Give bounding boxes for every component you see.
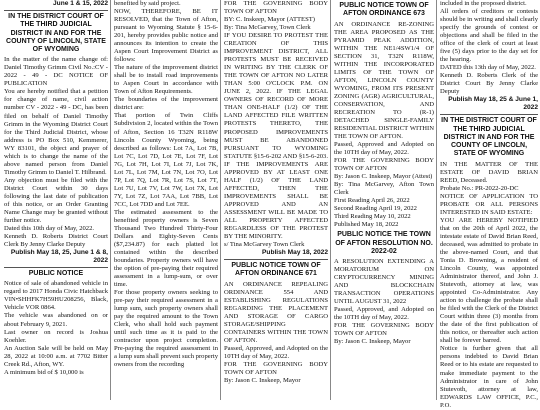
column-4 <box>334 0 434 400</box>
notice-paragraph: The boundaries of the improvement district are: <box>114 96 218 112</box>
notice-heading: PUBLIC NOTICE THE TOWN OF AFTON RESOLUTION NO. 2022-02 <box>335 231 433 255</box>
column-3 <box>224 0 328 400</box>
column-divider <box>436 0 437 400</box>
notice-paragraph: An Auction Sale will be held on May 28, 2022 at 10:00 a.m. at 7702 Bitter Creek Rd., Afton, WY. <box>4 344 108 368</box>
notice-paragraph: That portion of Twin Cliffs Subdivision 2, located within the Town of Afton, Section 16 T32N R118W Lincoln County Wyoming, being described as follows: Lot 7A, Lot 7B, Lot 7C, Lot 7D, Lot 7E, Lot 7F, Lot 7G, Lot 7H, Lot 7I, Lot 7J, Lot 7K, Lot 7L, Lot 7M, Lot 7N, Lot 7O, Lot 7P, Lot 7Q, Lot 7R, Lot 7S, Lot 7T, Lot 7U, Lot 7V, Lot 7W, Lot 7X, Lot 7Y, Lot 7Z, Lot 7AA, Lot 7BB, Lot 7CC, Lot 7DD and Lot 7EE. <box>114 112 218 208</box>
notice-paragraph: Dated this 10th day of May, 2022. <box>4 224 95 232</box>
notice-paragraph: AN ORDINANCE REPEALING ORDINANCE 554 AND ESTABLISHING REGULATIONS REGARDING THE PLACEMENT AND STORAGE OF CARGO STORAGE/SHIPPING CONTAINERS WITHIN THE TOWN OF AFTON. <box>224 280 328 344</box>
notice-paragraph: The vehicle was abandoned on or about February 9, 2021. <box>4 312 108 328</box>
notice-paragraph: YOU ARE HEREBY NOTIFIED that on the 20th of April 2022, the intestate estate of David Brian Reed, deceased, was admitted to probate in the above-named Court, and that Tonia D. Browning, a resident of Lincoln County, was appointed Administrator thereof, and John J. Stutevoth, attorney at law, was appointed Co-Administrator. Any action to challenge the probate shall be filed with the Clerk of the District Court within three (3) months from the date of the first publication of this notice, or thereafter such action shall be forever barred. <box>440 216 538 345</box>
notice-paragraph: In the matter of the name change of: Daniel Timothy Grimm Civil No.:CV - 2022 - 49 - DC NOTICE OF PUBLICATION <box>4 56 108 88</box>
notice-paragraph: IN THE MATTER OF THE ESTATE OF DAVID BRIAN REED, Deceased. <box>440 160 538 184</box>
notice-paragraph: By: Tina McGarvey, Afton Town Clerk <box>334 181 434 197</box>
notice-paragraph: A RESOLUTION EXTENDING A MORATORIUM ON CRYPTOCURRENCY MINING AND BLOCKCHAIN TRANSACTION OPERATIONS UNTIL AUGUST 31, 2022 <box>334 258 434 306</box>
notice-heading: IN THE DISTRICT COURT OF THE THIRD JUDICIAL DISTRICT IN AND FOR THE COUNTY OF LINCOLN, STATE OF WYOMING <box>441 117 537 158</box>
notice-paragraph: Kenneth D. Roberts Clerk of the District Court By Jenny Clarke Deputy <box>440 72 538 96</box>
notice-separator <box>224 259 328 260</box>
publish-date: Publish May 18, 25 & June 1, 2022 <box>448 96 538 112</box>
column-divider <box>220 0 221 400</box>
notice-paragraph: By: Jason C. Inskeep, Mayor <box>334 338 411 346</box>
notice-paragraph: DATED this 13th day of May, 2022. <box>440 64 536 72</box>
column-2 <box>114 0 218 400</box>
notice-paragraph: Third Reading May 10, 2022 <box>334 213 411 221</box>
notice-paragraph: By: Jason C. Inskeep, Mayor (Attest) <box>334 173 433 181</box>
notice-paragraph: First Reading April 26, 2022 <box>334 197 410 205</box>
notice-paragraph: IF YOU DESIRE TO PROTEST THE CREATION OF THIS IMPROVEMENT DISTRICT, ALL PROTESTS MUST BE RECEIVED IN WRITING BY THE CLERK OF THE TOWN OF AFTON NO LATER THAN 5:00 O'CLOCK P.M. ON JUNE 2, 2022. IF THE LEGAL OWNERS OF RECORD OF MORE THAN ONE-HALF (1/2) OF THE LAND AFFECTED FILE WRITTEN PROTESTS THERETO, THE PROPOSED IMPROVEMENTS MUST BE ABANDONED PURSUANT TO WYOMING STATUTE §15-6-202 AND §15-6-203. IF THE IMPROVEMENTS ARE APPROVED BY AT LEAST ONE HALF (1/2) OF THE LAND AFFECTED, THEN THE IMPROVEMENTS SHALL BE APPROVED AND AN ASSESSMENT WILL BE MADE TO ALL PROPERTY AFFECTED REGARDLESS OF THE PROTEST BY THE MINORITY. <box>224 32 328 240</box>
notice-paragraph: Any objection must be filed with the District Court within 30 days following the last date of publication of this notice, or an Order Granting Name Change may be granted without further notice. <box>4 176 108 224</box>
notice-paragraph: FOR THE GOVERNING BODY TOWN OF AFTON <box>224 0 328 16</box>
notice-paragraph: s/ Tina McGarvey Town Clerk <box>224 240 305 248</box>
publish-date: Publish May 18, 2022 <box>262 248 328 256</box>
notice-paragraph: All orders of creditors or contests should be in writing and shall clearly specify the grounds of contest or objections and shall be filed in the office of the clerk of court at least five (5) days prior to the day set for the hearing. <box>440 8 538 64</box>
publish-date: June 1 & 15, 2022 <box>53 0 108 7</box>
column-divider <box>330 0 331 400</box>
notice-paragraph: By: Tina McGarvey, Town Clerk <box>224 24 311 32</box>
notice-paragraph: For those property owners seeking to pre-pay their required assessment in a lump sum, such property owners shall pay the required amount to the Town Clerk, who shall hold such payment until such time as it is paid to the contractor upon project completion. Pre-paying the required assessment in a lump sum shall prevent such property owners from the recording <box>114 289 219 369</box>
notice-paragraph: Notice of sale of abandoned vehicle in regard to 2017 Honda Civic Hatchback VIN•SHHFK7H59HU208256, Black, Vehicle VOR 0864. <box>4 280 108 312</box>
notice-separator <box>4 267 108 268</box>
notice-paragraph: FOR THE GOVERNING BODY TOWN OF AFTON <box>224 360 328 376</box>
notice-paragraph: Passed, Approved, and Adopted on the 10TH day of May, 2022. <box>224 344 328 360</box>
notice-heading: PUBLIC NOTICE <box>28 270 84 278</box>
notice-paragraph: Kenneth D. Roberts District Court Clerk By Jenny Clarke Deputy <box>4 232 108 248</box>
notice-paragraph: NOW, THEREFORE, BE IT RESOLVED, that the Town of Afton, pursuant to Wyoming Statute § 15-6-201, hereby provides public notice and announces its intention to create the Aspen Court Improvement District as follows: <box>114 8 218 64</box>
notice-paragraph: included in the proposed district. <box>440 0 527 7</box>
notice-heading: PUBLIC NOTICE TOWN OF AFTON ORDINANCE 673 <box>339 2 429 18</box>
column-5 <box>440 0 538 409</box>
notice-paragraph: You are hereby notified that a petition for change of name, civil action number CV - 2022 - 49 - DC, has been filed on behalf of Daniel Timothy Grimm in the Wyoming District Court for the Third Judicial District, whose address is PO Box 510, Kemmerer, WY 83101, the object and prayer of which is to change the name of the above named person from Daniel Timothy Grimm to Daniel T. Hilbrand. <box>4 88 108 176</box>
notice-heading: IN THE DISTRICT COURT OF THE THIRD JUDICIAL DISTRICT IN AND FOR THE COUNTY OF LINCOLN, STATE OF WYOMING <box>6 13 106 54</box>
notice-paragraph: AN ORDINANCE RE-ZONING THE AREA PROPOSED AS THE PYRAMID PEAK ADDITION, WITHIN THE NE1/4SW1/4 OF SECTION 31, T32N R118W, WITHIN THE INCORPORATED LIMITS OF THE TOWN OF AFTON, LINCOLN COUNTY WYOMING, FROM ITS PRESENT ZONING (AGR) AGRICULTURAL, CONSERVATION, AND RECREATION TO (R-1) DETACHED SINGLE-FAMILY RESIDENTIAL DISTRICT WITHIN THE TOWN OF AFTON. <box>334 20 434 140</box>
notice-paragraph: NOTICE OF APPLICATION TO PROBATE OR ALL PERSONS INTERESTED IN SAID ESTATE: <box>440 192 538 216</box>
notice-heading: PUBLIC NOTICE TOWN OF AFTON ORDINANCE 671 <box>231 262 321 278</box>
notice-paragraph: Probate No.: PR-2022-20-DC <box>440 184 519 192</box>
notice-paragraph: The nature of the improvement district shall be to install road improvements to Aspen Court in accordance with Town of Afton Requirements. <box>114 64 218 96</box>
notice-paragraph: benefited by said project. <box>114 0 181 7</box>
notice-separator <box>4 10 108 11</box>
notice-paragraph: Passed, Approved, and Adopted on the 10TH day of May, 2022. <box>334 306 434 322</box>
notice-paragraph: Passed, Approved and Adopted on the 10TH day of May, 2022. <box>334 140 434 156</box>
notice-paragraph: By: Jason C. Inskeep, Mayor <box>224 376 301 384</box>
notice-paragraph: FOR THE GOVERNING BODY TOWN OF AFTON <box>334 157 434 173</box>
notice-separator <box>440 114 538 115</box>
notice-paragraph: Published May 18, 2022 <box>334 221 399 229</box>
notice-paragraph: The estimated assessment to the benefited property owners is Seven Thousand Two Hundred Thirty-Four Dollars and Eighty-Seven Cents ($7,234.87) for each platted lot contained within the described boundaries. Property owners will have the option of pre-paying their required assessment in a lump-sum, or over time. <box>114 208 218 289</box>
notice-paragraph: Notice is further given that all persons indebted to David Brian Reed or to his estate are requested to make immediate payment to the Administrator in care of John Stutevoth, attorney at law, EDWARDS LAW OFFICE, P.C., P.O. <box>440 345 538 409</box>
column-1 <box>4 0 108 400</box>
notice-paragraph: BY: C. Inskeep, Mayor (ATTEST) <box>224 16 315 24</box>
publish-date: Publish May 18, 25, June 1 & 8, 2022 <box>10 249 108 265</box>
notice-paragraph: A minimum bid of $ 10,000 is <box>4 368 84 376</box>
notice-paragraph: Last owner on record is Joshua Koehler. <box>4 328 108 344</box>
notice-paragraph: FOR THE GOVERNING BODY TOWN OF AFTON <box>334 322 434 338</box>
notice-paragraph: Second Reading April 19, 2022 <box>334 205 417 213</box>
column-divider <box>110 0 111 400</box>
